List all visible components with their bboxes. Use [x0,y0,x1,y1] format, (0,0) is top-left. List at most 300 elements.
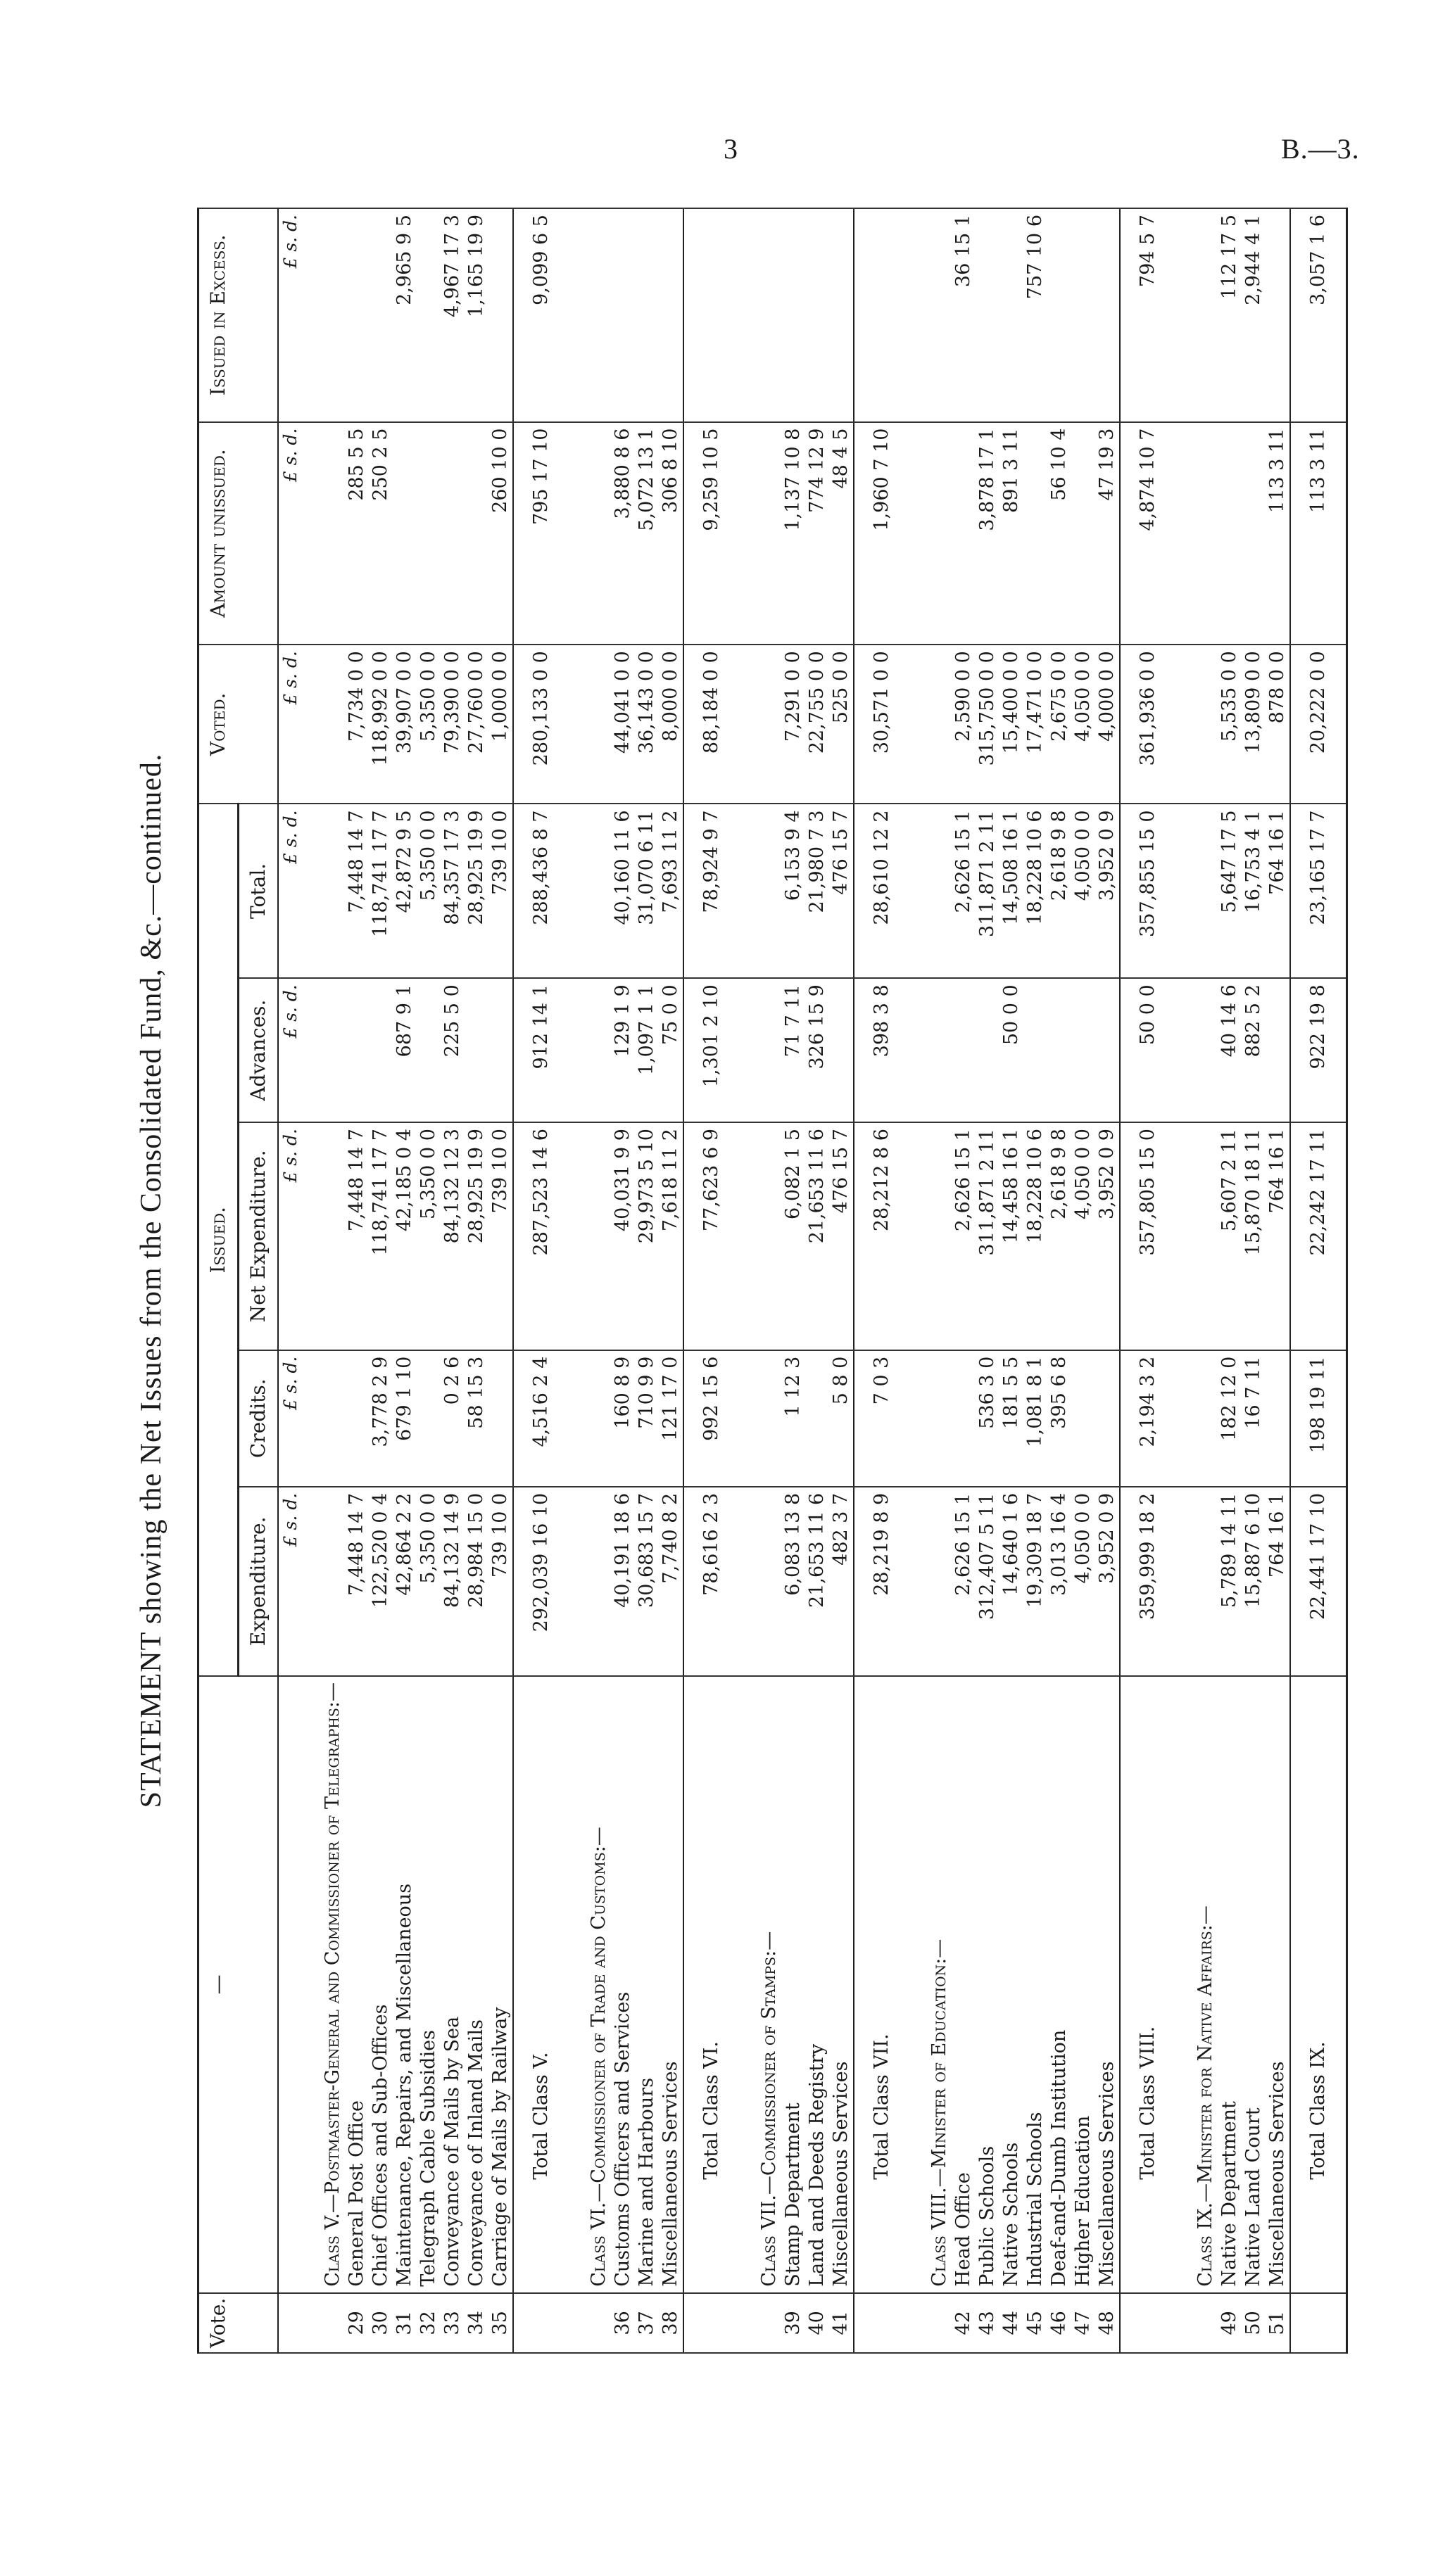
total-advances: 922 19 8 [1290,978,1347,1122]
vote-number: 50 [1242,2293,1266,2353]
vote-number: 46 [1047,2293,1071,2353]
credits-value: 182 12 0 [1218,1350,1242,1487]
unissued-value [1071,422,1095,645]
vote-description: Head Office [952,1676,976,2293]
table-row [952,208,976,2353]
expenditure-value: 30,683 15 7 [635,1487,659,1676]
empty-cell [739,1350,781,1487]
unissued-value: 3,878 17 1 [976,422,999,645]
empty-cell [1175,978,1218,1122]
vote-description: Public Schools [976,1676,999,2293]
credits-value [805,1350,829,1487]
excess-value: 757 10 6 [1023,208,1047,422]
unissued-value [1242,422,1266,645]
total-value: 18,228 10 6 [1023,804,1047,978]
advances-value [369,978,393,1122]
total-excess: 9,099 6 5 [513,208,569,422]
table-row [1242,208,1266,2353]
page-number: 3 [724,133,738,165]
credits-value [1071,1350,1095,1487]
empty-cell [569,208,611,422]
total-value: 28,925 19 9 [465,804,488,978]
total-value: 764 16 1 [1266,804,1290,978]
empty-cell [739,1122,781,1350]
vote-description: Marine and Harbours [635,1676,659,2293]
expenditure-value: 122,520 0 4 [369,1487,393,1676]
class-heading-row [303,208,345,2353]
class-heading-row [909,208,952,2353]
header-total: Total. [239,804,279,978]
total-value: 7,448 14 7 [345,804,369,978]
credits-value: 679 1 10 [393,1350,417,1487]
class-total-label: Total Class V. [513,1676,569,2293]
vote-description: Native Department [1218,1676,1242,2293]
net-expenditure-value: 4,050 0 0 [1071,1122,1095,1350]
advances-value [952,978,976,1122]
vote-description: Miscellaneous Services [1266,1676,1290,2293]
voted-value: 4,050 0 0 [1071,645,1095,804]
excess-value [1266,208,1290,422]
total-value: 4,050 0 0 [1071,804,1095,978]
empty-cell [739,422,781,645]
empty-cell [909,804,952,978]
excess-value [999,208,1023,422]
table-row [976,208,999,2353]
credits-value: 16 7 11 [1242,1350,1266,1487]
advances-value: 687 9 1 [393,978,417,1122]
vote-number: 47 [1071,2293,1095,2353]
excess-value [659,208,683,422]
voted-value: 7,291 0 0 [781,645,805,804]
expenditure-value: 3,952 0 9 [1095,1487,1120,1676]
total-expenditure: 78,616 2 3 [683,1487,739,1676]
advances-value: 50 0 0 [999,978,1023,1122]
total-credits: 992 15 6 [683,1350,739,1487]
class-total-row [1120,208,1175,2353]
credits-value: 160 8 9 [611,1350,635,1487]
total-value: 7,693 11 2 [659,804,683,978]
table-row [369,208,393,2353]
net-expenditure-value: 118,741 17 7 [369,1122,393,1350]
table-row [1047,208,1071,2353]
expenditure-value: 19,309 18 7 [1023,1487,1047,1676]
class-heading: Class VII.—Commissioner of Stamps:— [739,1676,781,2293]
net-expenditure-value: 40,031 9 9 [611,1122,635,1350]
excess-value: 4,967 17 3 [441,208,465,422]
empty-cell [909,645,952,804]
unissued-value: 891 3 11 [999,422,1023,645]
voted-value: 17,471 0 0 [1023,645,1047,804]
voted-value: 22,755 0 0 [805,645,829,804]
excess-value [369,208,393,422]
expenditure-value: 482 3 7 [829,1487,854,1676]
class-heading-row [739,208,781,2353]
class-heading-row [569,208,611,2353]
unit-label: £ s. d. [278,422,303,645]
unissued-value: 260 10 0 [488,422,513,645]
class-heading: Class IX.—Minister for Native Affairs:— [1175,1676,1218,2293]
table-row [829,208,854,2353]
total-value: 5,647 17 5 [1218,804,1242,978]
empty-cell [303,208,345,422]
expenditure-value: 6,083 13 8 [781,1487,805,1676]
vote-description: Telegraph Cable Subsidies [417,1676,441,2293]
table-row [659,208,683,2353]
total-excess: 3,057 1 6 [1290,208,1347,422]
vote-number: 33 [441,2293,465,2353]
unit-label: £ s. d. [278,1122,303,1350]
total-voted: 361,936 0 0 [1120,645,1175,804]
table-row [1023,208,1047,2353]
header-expenditure: Expenditure. [239,1487,279,1676]
unissued-value [465,422,488,645]
total-credits: 2,194 3 2 [1120,1350,1175,1487]
vote-description: Deaf-and-Dumb Institution [1047,1676,1071,2293]
advances-value [976,978,999,1122]
vote-number: 48 [1095,2293,1120,2353]
unissued-value [952,422,976,645]
advances-value: 40 14 6 [1218,978,1242,1122]
vote-number: 34 [465,2293,488,2353]
class-total-label: Total Class VI. [683,1676,739,2293]
class-total-row [513,208,569,2353]
net-expenditure-value: 739 10 0 [488,1122,513,1350]
vote-description: Higher Education [1071,1676,1095,2293]
empty-cell [1175,1350,1218,1487]
credits-value: 710 9 9 [635,1350,659,1487]
credits-value: 3,778 2 9 [369,1350,393,1487]
total-value: 5,350 0 0 [417,804,441,978]
empty-cell [1175,645,1218,804]
header-credits: Credits. [239,1350,279,1487]
unissued-value: 3,880 8 6 [611,422,635,645]
vote-description: Chief Offices and Sub-Offices [369,1676,393,2293]
vote-number: 35 [488,2293,513,2353]
empty-cell [1175,1487,1218,1676]
table-row [1266,208,1290,2353]
class-total-label: Total Class VIII. [1120,1676,1175,2293]
total-credits: 4,516 2 4 [513,1350,569,1487]
table-row [1071,208,1095,2353]
total-value: 31,070 6 11 [635,804,659,978]
unit-label: £ s. d. [278,1350,303,1487]
class-total-row [683,208,739,2353]
credits-value: 181 5 5 [999,1350,1023,1487]
vote-description: Native Land Court [1242,1676,1266,2293]
advances-value: 129 1 9 [611,978,635,1122]
total-value: 42,872 9 5 [393,804,417,978]
excess-value [1095,208,1120,422]
class-heading-row [1175,208,1218,2353]
class-total-row [854,208,909,2353]
net-expenditure-value: 42,185 0 4 [393,1122,417,1350]
total-unissued: 1,960 7 10 [854,422,909,645]
net-expenditure-value: 311,871 2 11 [976,1122,999,1350]
credits-value [1266,1350,1290,1487]
total-total: 357,855 15 0 [1120,804,1175,978]
advances-value [1095,978,1120,1122]
advances-value: 1,097 1 1 [635,978,659,1122]
header-vote: Vote. [198,2293,279,2353]
excess-value [1047,208,1071,422]
excess-value [635,208,659,422]
statement-title: STATEMENT showing the Net Issues from the Consolidated Fund, &c.—continued. [135,753,168,1808]
credits-value: 5 8 0 [829,1350,854,1487]
voted-value: 525 0 0 [829,645,854,804]
voted-value: 2,675 0 0 [1047,645,1071,804]
vote-cell [513,2293,569,2353]
unissued-value: 47 19 3 [1095,422,1120,645]
vote-number: 37 [635,2293,659,2353]
vote-cell [1120,2293,1175,2353]
total-excess [683,208,739,422]
excess-value [1071,208,1095,422]
total-unissued: 4,874 10 7 [1120,422,1175,645]
unissued-value: 250 2 5 [369,422,393,645]
class-total-row [1290,208,1347,2353]
total-value: 3,952 0 9 [1095,804,1120,978]
empty-cell [909,1487,952,1676]
voted-value: 118,992 0 0 [369,645,393,804]
total-net-expenditure: 28,212 8 6 [854,1122,909,1350]
table-body [278,208,1347,2353]
expenditure-value: 40,191 18 6 [611,1487,635,1676]
empty-cell [909,1350,952,1487]
units-row [278,208,303,2353]
credits-value: 58 15 3 [465,1350,488,1487]
unissued-value [417,422,441,645]
voted-value: 13,809 0 0 [1242,645,1266,804]
vote-number: 49 [1218,2293,1242,2353]
total-unissued: 9,259 10 5 [683,422,739,645]
vote-number: 44 [999,2293,1023,2353]
vote-cell [854,2293,909,2353]
excess-value: 1,165 19 9 [465,208,488,422]
total-voted: 88,184 0 0 [683,645,739,804]
vote-cell [683,2293,739,2353]
credits-value [952,1350,976,1487]
voted-value: 4,000 0 0 [1095,645,1120,804]
vote-description: Miscellaneous Services [1095,1676,1120,2293]
voted-value: 39,907 0 0 [393,645,417,804]
voted-value: 5,350 0 0 [417,645,441,804]
net-expenditure-value: 764 16 1 [1266,1122,1290,1350]
unissued-value: 774 12 9 [805,422,829,645]
class-heading: Class V.—Postmaster-General and Commissioner of Telegraphs:— [303,1676,345,2293]
excess-value: 2,965 9 5 [393,208,417,422]
vote-description: Carriage of Mails by Railway [488,1676,513,2293]
table-row [611,208,635,2353]
table-row [417,208,441,2353]
expenditure-value: 21,653 11 6 [805,1487,829,1676]
expenditure-value: 312,407 5 11 [976,1487,999,1676]
net-expenditure-value: 84,132 12 3 [441,1122,465,1350]
header-advances: Advances. [239,978,279,1122]
expenditure-value: 42,864 2 2 [393,1487,417,1676]
vote-cell [909,2293,952,2353]
total-value: 6,153 9 4 [781,804,805,978]
net-expenditure-value: 15,870 18 11 [1242,1122,1266,1350]
net-expenditure-value: 476 15 7 [829,1122,854,1350]
expenditure-value: 7,740 8 2 [659,1487,683,1676]
header-voted: Voted. [198,645,279,804]
total-credits: 7 0 3 [854,1350,909,1487]
voted-value: 36,143 0 0 [635,645,659,804]
empty-cell [739,804,781,978]
empty-cell [909,422,952,645]
total-value: 2,626 15 1 [952,804,976,978]
empty-cell [1175,804,1218,978]
empty-cell [569,804,611,978]
advances-value [488,978,513,1122]
total-advances: 50 0 0 [1120,978,1175,1122]
vote-number: 42 [952,2293,976,2353]
vote-number: 40 [805,2293,829,2353]
vote-cell [739,2293,781,2353]
credits-value: 395 6 8 [1047,1350,1071,1487]
empty-cell [909,1122,952,1350]
vote-number: 38 [659,2293,683,2353]
table-row [999,208,1023,2353]
vote-description: Stamp Department [781,1676,805,2293]
unissued-value: 285 5 5 [345,422,369,645]
voted-value: 2,590 0 0 [952,645,976,804]
advances-value: 882 5 2 [1242,978,1266,1122]
total-expenditure: 292,039 16 10 [513,1487,569,1676]
advances-value [829,978,854,1122]
empty-cell [739,645,781,804]
net-expenditure-value: 18,228 10 6 [1023,1122,1047,1350]
credits-value: 121 17 0 [659,1350,683,1487]
expenditure-value: 7,448 14 7 [345,1487,369,1676]
expenditure-value: 4,050 0 0 [1071,1487,1095,1676]
total-advances: 1,301 2 10 [683,978,739,1122]
net-expenditure-value: 14,458 16 1 [999,1122,1023,1350]
voted-value: 27,760 0 0 [465,645,488,804]
total-advances: 912 14 1 [513,978,569,1122]
credits-value [345,1350,369,1487]
expenditure-value: 3,013 16 4 [1047,1487,1071,1676]
unit-label: £ s. d. [278,645,303,804]
total-total: 288,436 8 7 [513,804,569,978]
total-value: 739 10 0 [488,804,513,978]
unissued-value [1023,422,1047,645]
vote-number: 30 [369,2293,393,2353]
advances-value [345,978,369,1122]
vote-description: Native Schools [999,1676,1023,2293]
vote-cell [1175,2293,1218,2353]
voted-value: 8,000 0 0 [659,645,683,804]
empty-cell [303,422,345,645]
total-value: 2,618 9 8 [1047,804,1071,978]
net-expenditure-value: 3,952 0 9 [1095,1122,1120,1350]
voted-value: 315,750 0 0 [976,645,999,804]
header-issued: Issued. [198,804,239,1676]
class-heading: Class VIII.—Minister of Education:— [909,1676,952,2293]
excess-value: 2,944 4 1 [1242,208,1266,422]
unit-label: £ s. d. [278,804,303,978]
table-row [635,208,659,2353]
net-expenditure-value: 5,350 0 0 [417,1122,441,1350]
vote-number: 31 [393,2293,417,2353]
expenditure-value: 764 16 1 [1266,1487,1290,1676]
advances-value: 326 15 9 [805,978,829,1122]
total-excess [854,208,909,422]
vote-description: Conveyance of Inland Mails [465,1676,488,2293]
vote-description: Industrial Schools [1023,1676,1047,2293]
excess-value [345,208,369,422]
voted-value: 1,000 0 0 [488,645,513,804]
unit-label: £ s. d. [278,978,303,1122]
empty-cell [303,1487,345,1676]
vote-description: Miscellaneous Services [829,1676,854,2293]
unissued-value: 306 8 10 [659,422,683,645]
total-voted: 30,571 0 0 [854,645,909,804]
unissued-value [1218,422,1242,645]
vote-description: Miscellaneous Services [659,1676,683,2293]
total-value: 14,508 16 1 [999,804,1023,978]
total-expenditure: 22,441 17 10 [1290,1487,1347,1676]
total-value: 21,980 7 3 [805,804,829,978]
header-excess: Issued in Excess. [198,208,279,422]
class-total-label: Total Class IX. [1290,1676,1347,2293]
unissued-value [441,422,465,645]
advances-value [1023,978,1047,1122]
empty-cell [1175,422,1218,645]
credits-value: 0 2 6 [441,1350,465,1487]
excess-value: 112 17 5 [1218,208,1242,422]
vote-number: 43 [976,2293,999,2353]
total-net-expenditure: 77,623 6 9 [683,1122,739,1350]
empty-cell [569,1487,611,1676]
vote-number: 39 [781,2293,805,2353]
net-issues-table [197,208,1348,2354]
header-net-expenditure: Net Expenditure. [239,1122,279,1350]
net-expenditure-value: 6,082 1 5 [781,1122,805,1350]
credits-value [488,1350,513,1487]
advances-value: 75 0 0 [659,978,683,1122]
total-value: 118,741 17 7 [369,804,393,978]
empty-cell [569,1350,611,1487]
empty-cell [303,804,345,978]
header-description: — [198,1676,279,2293]
unissued-value: 113 3 11 [1266,422,1290,645]
net-expenditure-value: 5,607 2 11 [1218,1122,1242,1350]
credits-value: 536 3 0 [976,1350,999,1487]
empty-cell [569,645,611,804]
voted-value: 5,535 0 0 [1218,645,1242,804]
table-row [1218,208,1242,2353]
excess-value [976,208,999,422]
total-total: 23,165 17 7 [1290,804,1347,978]
total-total: 78,924 9 7 [683,804,739,978]
voted-value: 7,734 0 0 [345,645,369,804]
unit-label: £ s. d. [278,1487,303,1676]
net-expenditure-value: 7,448 14 7 [345,1122,369,1350]
excess-value [805,208,829,422]
total-net-expenditure: 287,523 14 6 [513,1122,569,1350]
empty-cell [303,978,345,1122]
total-credits: 198 19 11 [1290,1350,1347,1487]
empty-cell [569,978,611,1122]
class-total-label: Total Class VII. [854,1676,909,2293]
voted-value: 44,041 0 0 [611,645,635,804]
credits-value [1095,1350,1120,1487]
total-value: 40,160 11 6 [611,804,635,978]
vote-number: 29 [345,2293,369,2353]
total-expenditure: 359,999 18 2 [1120,1487,1175,1676]
unissued-value: 56 10 4 [1047,422,1071,645]
